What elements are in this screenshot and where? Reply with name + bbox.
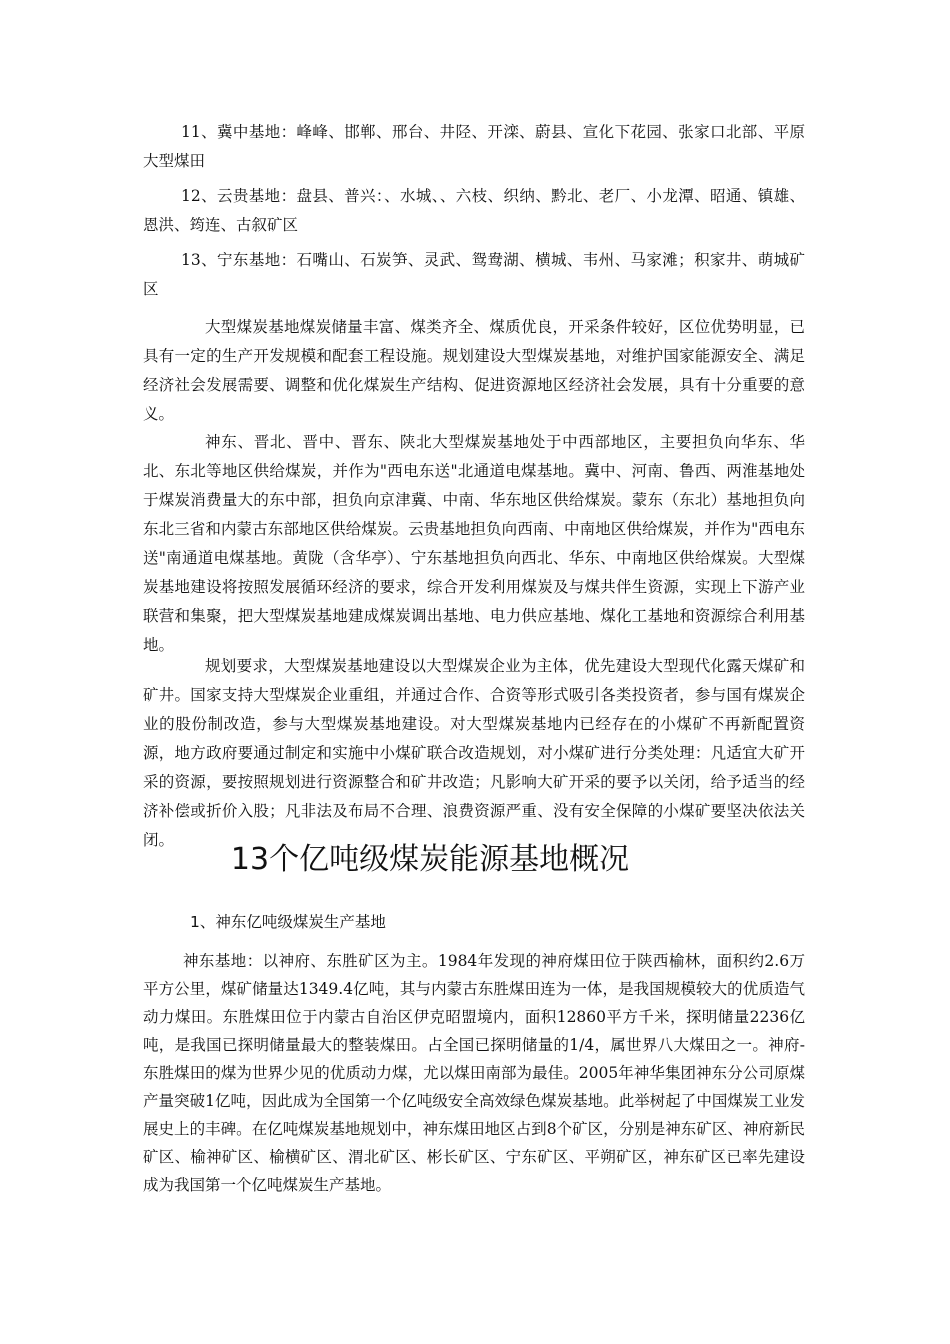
base-item-11: 11、冀中基地：峰峰、邯郸、邢台、井陉、开滦、蔚县、宣化下花园、张家口北部、平原大型煤田 [143,123,805,170]
subsection-title: 1、神东亿吨级煤炭生产基地 [190,913,386,931]
paragraph-planning-requirements: 规划要求，大型煤炭基地建设以大型煤炭企业为主体，优先建设大型现代化露天煤矿和矿井。国家支持大型煤炭企业重组，并通过合作、合资等形式吸引各类投资者，参与国有煤炭企业的股份制改造，参与大型煤炭基地建设。对大型煤炭基地内已经存在的小煤矿不再新配置资源，地方政府要通过制定和实施中小煤矿联合改造规划，对小煤矿进行分类处理：凡适宜大矿开采的资源，要按照规划进行资源整合和矿井改造；凡影响大矿开采的要予以关闭，给予适当的经济补偿或折价入股；凡非法及布局不合理、浪费资源严重、没有安全保障的小煤矿要坚决依法关闭。 [143,657,805,849]
section-title: 13个亿吨级煤炭能源基地概况 [230,842,630,877]
base-item-13: 13、宁东基地：石嘴山、石炭笋、灵武、鸳鸯湖、横城、韦州、马家滩；积家井、萌城矿区 [143,251,805,298]
paragraph-significance: 大型煤炭基地煤炭储量丰富、煤类齐全、煤质优良，开采条件较好，区位优势明显，已具有一定的生产开发规模和配套工程设施。规划建设大型煤炭基地，对维护国家能源安全、满足经济社会发展需要、调整和优化煤炭生产结构、促进资源地区经济社会发展，具有十分重要的意义。 [143,318,805,423]
paragraph-regional-roles: 神东、晋北、晋中、晋东、陕北大型煤炭基地处于中西部地区，主要担负向华东、华北、东北等地区供给煤炭，并作为"西电东送"北通道电煤基地。冀中、河南、鲁西、两淮基地处于煤炭消费量大的东中部，担负向京津冀、中南、华东地区供给煤炭。蒙东（东北）基地担负向东北三省和内蒙古东部地区供给煤炭。云贵基地担负向西南、中南地区供给煤炭，并作为"西电东送"南通道电煤基地。黄陇（含华亭）、宁东基地担负向西北、华东、中南地区供给煤炭。大型煤炭基地建设将按照发展循环经济的要求，综合开发利用煤炭及与煤共伴生资源，实现上下游产业联营和集聚，把大型煤炭基地建成煤炭调出基地、电力供应基地、煤化工基地和资源综合利用基地。 [143,433,805,654]
base-item-12: 12、云贵基地：盘县、普兴：、水城、、六枝、织纳、黔北、老厂、小龙潭、昭通、镇雄、恩洪、筠连、古叙矿区 [143,187,805,234]
paragraph-shendong: 神东基地：以神府、东胜矿区为主。1984年发现的神府煤田位于陕西榆林，面积约2.6万平方公里，煤矿储量达1349.4亿吨，其与内蒙古东胜煤田连为一体，是我国规模较大的优质造气动力煤田。东胜煤田位于内蒙古自治区伊克昭盟境内，面积12860平方千米，探明储量2236亿吨，是我国已探明储量最大的整装煤田。占全国已探明储量的1/4，属世界八大煤田之一。神府-东胜煤田的煤为世界少见的优质动力煤，尤以煤田南部为最佳。2005年神华集团神东分公司原煤产量突破1亿吨，因此成为全国第一个亿吨级安全高效绿色煤炭基地。此举树起了中国煤炭工业发展史上的丰碑。在亿吨煤炭基地规划中，神东煤田地区占到8个矿区，分别是神东矿区、神府新民矿区、榆神矿区、榆横矿区、渭北矿区、彬长矿区、宁东矿区、平朔矿区，神东矿区已率先建设成为我国第一个亿吨煤炭生产基地。 [143,952,805,1194]
